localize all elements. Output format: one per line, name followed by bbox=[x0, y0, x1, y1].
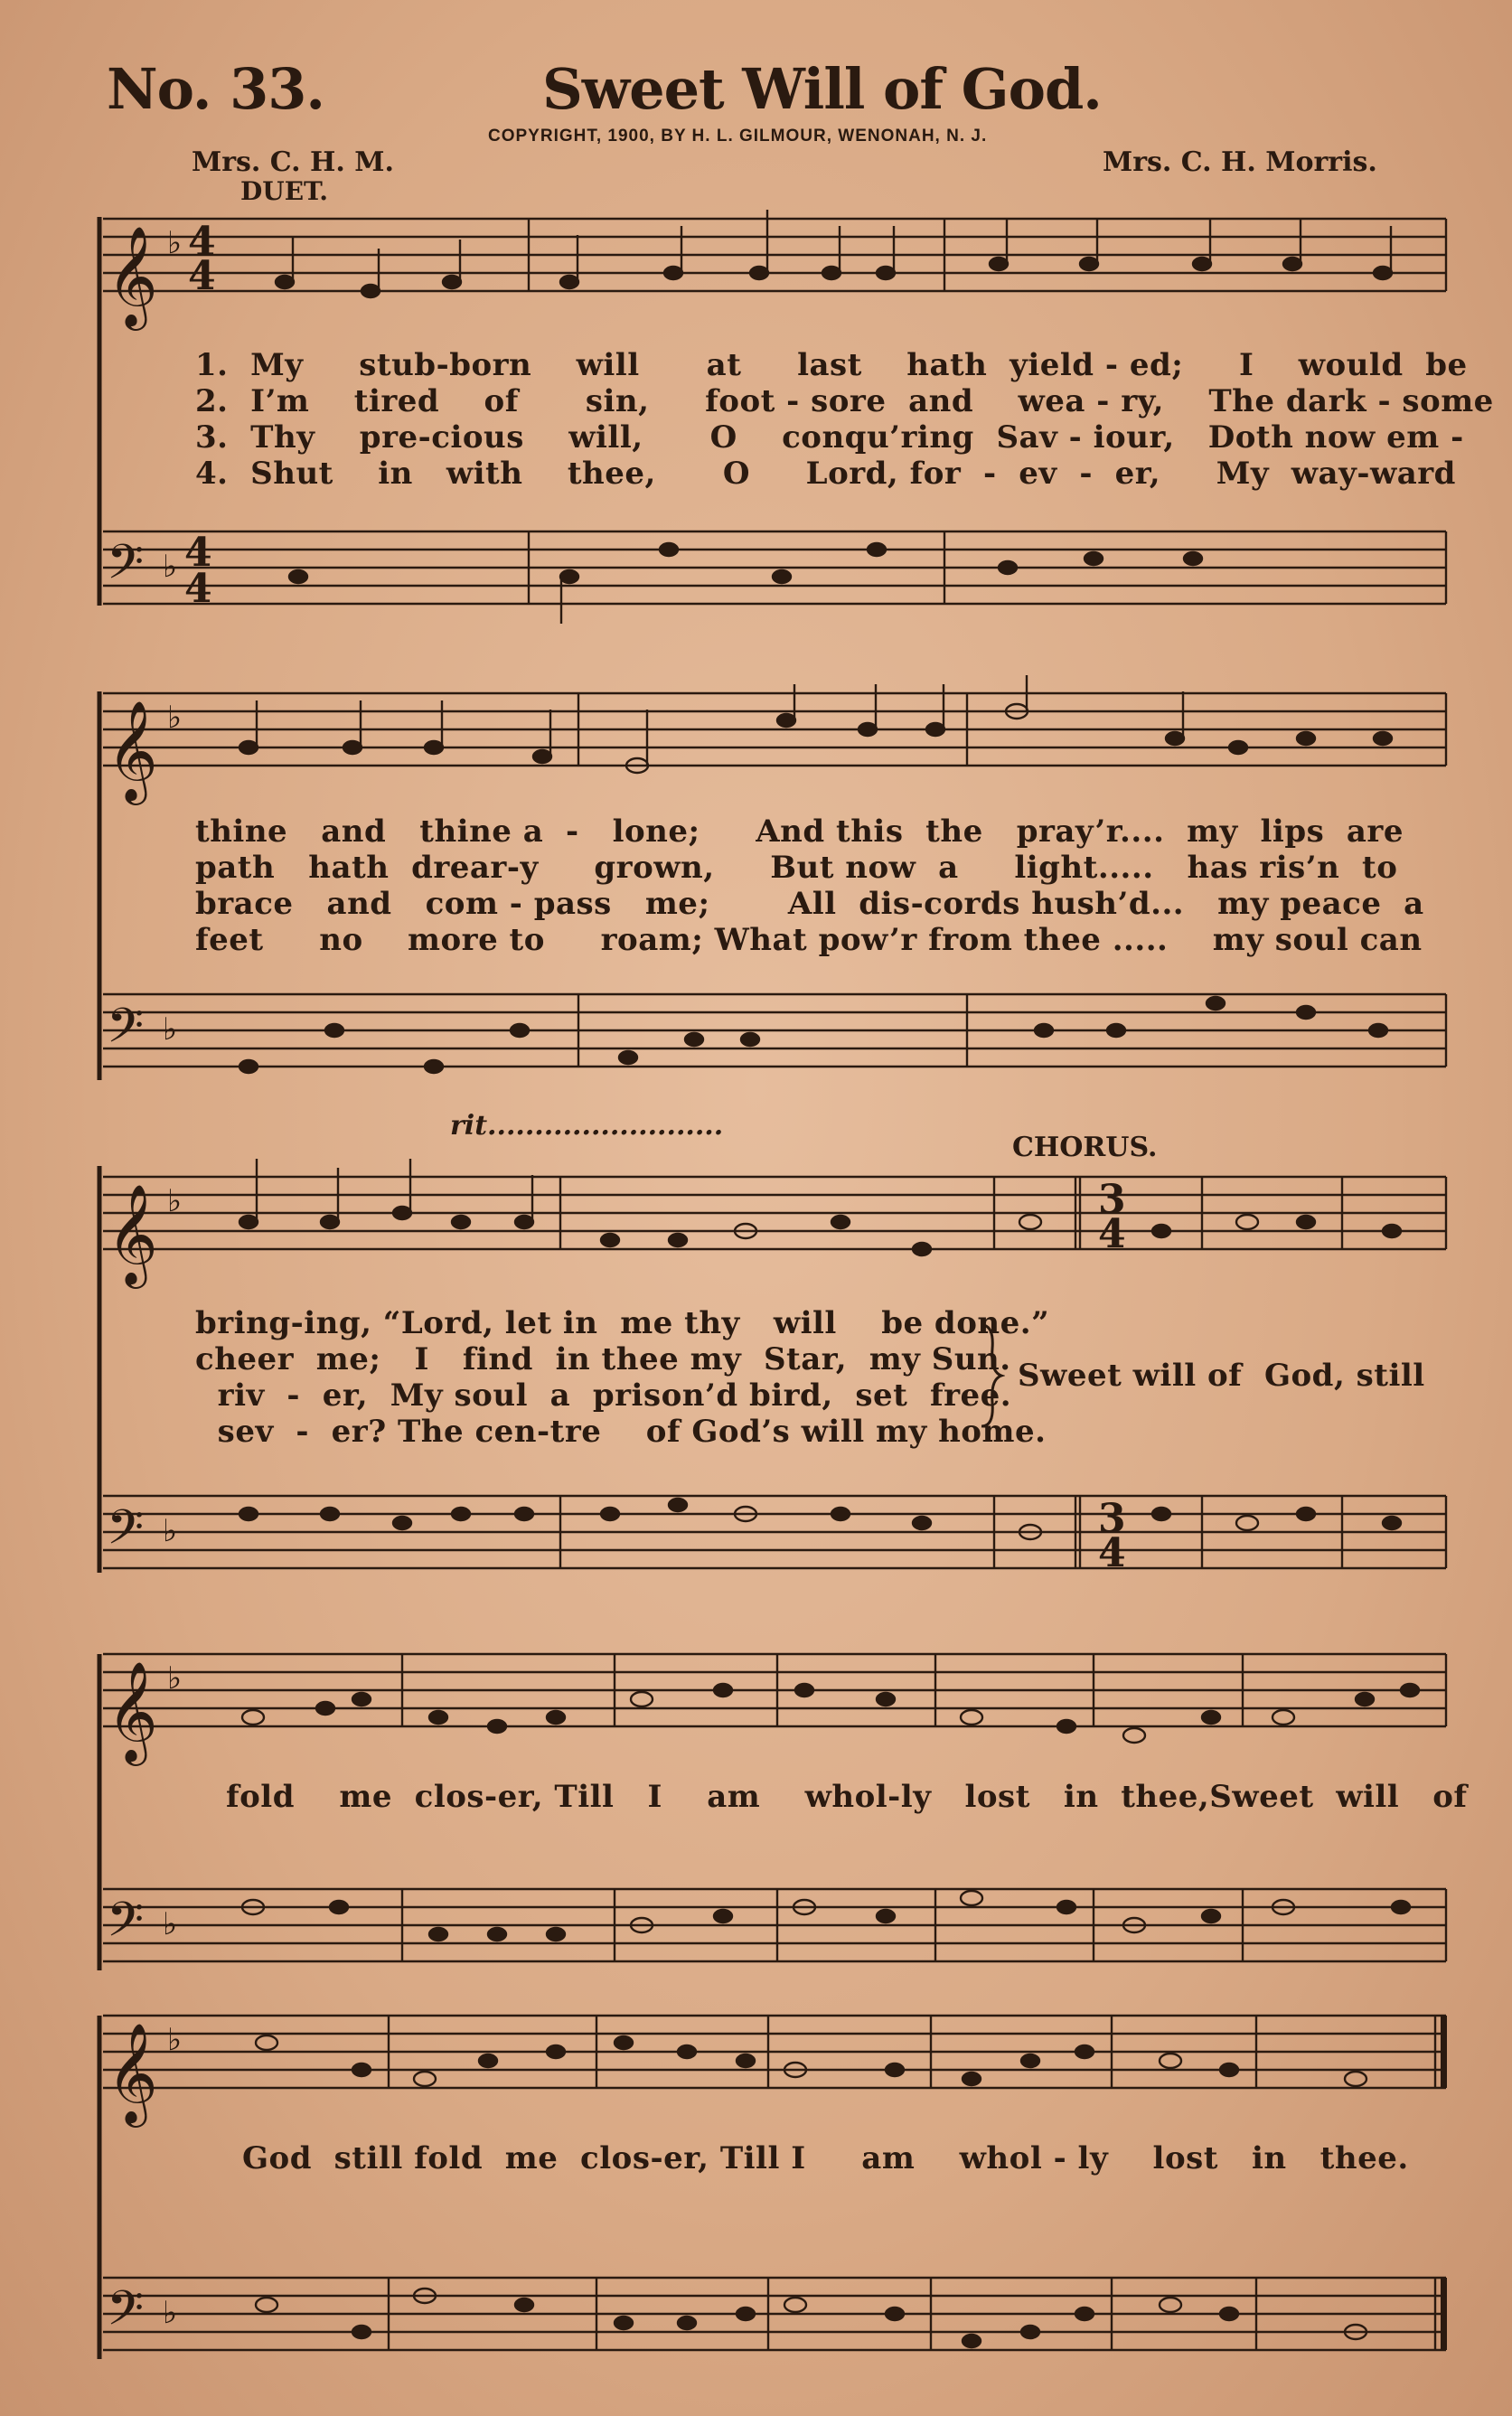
bass-staff-1 bbox=[103, 531, 1446, 604]
chorus-lyric-line-2: God still fold me clos-er, Till I am whol - ly lost in thee. bbox=[242, 2140, 1409, 2176]
duet-label: DUET. bbox=[240, 176, 329, 206]
treble-staff-5 bbox=[103, 2016, 1446, 2088]
music-credit: Mrs. C. H. Morris. bbox=[1103, 146, 1377, 178]
svg-text:♭: ♭ bbox=[163, 2295, 178, 2331]
chorus-start-lyric: Sweet will of God, still bbox=[1018, 1358, 1425, 1394]
chorus-label: CHORUS. bbox=[1012, 1132, 1158, 1163]
verse-line-3c: riv - er, My soul a prison’d bird, set free. bbox=[195, 1377, 1012, 1414]
bass-clef-icon: 𝄢 bbox=[107, 535, 145, 602]
svg-text:♭: ♭ bbox=[167, 1183, 183, 1219]
treble-clef-icon: 𝄞 bbox=[107, 2022, 158, 2123]
svg-text:♭: ♭ bbox=[163, 1011, 178, 1048]
svg-text:♭: ♭ bbox=[163, 1906, 178, 1942]
treble-clef-icon: 𝄞 bbox=[107, 1660, 158, 1762]
bass-staff-4 bbox=[103, 1889, 1446, 1961]
hymn-number: No. 33. bbox=[107, 56, 324, 122]
verse-line-2b: path hath drear-y grown, But now a light..... has ris’n to bbox=[195, 850, 1398, 886]
bass-clef-icon: 𝄢 bbox=[107, 1893, 145, 1960]
svg-text:♭: ♭ bbox=[167, 1660, 183, 1697]
words-credit: Mrs. C. H. M. bbox=[192, 146, 394, 178]
verse-line-4c: sev - er? The cen-tre of God’s will my home. bbox=[195, 1414, 1047, 1450]
svg-text:♭: ♭ bbox=[163, 1513, 178, 1549]
verse-line-4: 4. Shut in with thee, O Lord, for - ev - er, My way-ward bbox=[195, 456, 1456, 492]
verse-line-2c: cheer me; I find in thee my Star, my Sun. bbox=[195, 1341, 1011, 1377]
svg-text:♭: ♭ bbox=[167, 700, 183, 736]
bass-clef-icon: 𝄢 bbox=[107, 1500, 145, 1567]
system-5-staves bbox=[90, 1979, 1464, 2377]
chorus-lyric-line-1: fold me clos-er, Till I am whol-ly lost in thee,Sweet will of bbox=[226, 1779, 1468, 1815]
svg-text:♭: ♭ bbox=[163, 549, 178, 585]
verse-line-3b: brace and com - pass me; All dis-cords hush’d... my peace a bbox=[195, 886, 1424, 922]
treble-clef-icon: 𝄞 bbox=[107, 700, 158, 801]
svg-text:4: 4 bbox=[188, 219, 216, 265]
verse-line-1: 1. My stub-born will at last hath yield - ed; I would be bbox=[195, 347, 1468, 383]
svg-text:4: 4 bbox=[1098, 1530, 1126, 1576]
svg-text:♭: ♭ bbox=[167, 225, 183, 261]
verse-brace-icon bbox=[978, 1321, 1005, 1430]
final-barline bbox=[1441, 2016, 1447, 2088]
bass-staff-2 bbox=[103, 994, 1446, 1067]
verse-line-4b: feet no more to roam; What pow’r from thee ..... my soul can bbox=[195, 922, 1423, 958]
notes-system-5 bbox=[256, 2035, 1366, 2347]
treble-staff-4 bbox=[103, 1654, 1446, 1726]
svg-text:4: 4 bbox=[188, 253, 216, 299]
treble-staff-2 bbox=[103, 693, 1446, 766]
svg-text:3: 3 bbox=[1098, 1177, 1126, 1223]
svg-text:4: 4 bbox=[184, 530, 212, 576]
verse-line-1b: thine and thine a - lone; And this the pray’r.... my lips are bbox=[195, 813, 1404, 850]
verse-line-2: 2. I’m tired of sin, foot - sore and wea - ry, The dark - some bbox=[195, 383, 1494, 419]
bass-staff-3 bbox=[103, 1496, 1446, 1568]
svg-text:4: 4 bbox=[1098, 1211, 1126, 1257]
final-barline-bass bbox=[1441, 2278, 1447, 2350]
bass-clef-icon: 𝄢 bbox=[107, 2281, 145, 2348]
svg-text:4: 4 bbox=[184, 566, 212, 612]
bass-clef-icon: 𝄢 bbox=[107, 999, 145, 1066]
bass-staff-5 bbox=[103, 2278, 1446, 2350]
ritardando-marking: rit......................... bbox=[450, 1110, 724, 1142]
svg-text:♭: ♭ bbox=[167, 2022, 183, 2058]
treble-staff-3 bbox=[103, 1177, 1446, 1249]
copyright-notice: COPYRIGHT, 1900, BY H. L. GILMOUR, WENONAH, N. J. bbox=[488, 127, 988, 146]
treble-clef-icon: 𝄞 bbox=[107, 1183, 158, 1284]
hymn-title: Sweet Will of God. bbox=[542, 56, 1102, 122]
treble-staff-1 bbox=[103, 219, 1446, 291]
verse-line-3: 3. Thy pre-cious will, O conqu’ring Sav - iour, Doth now em - bbox=[195, 419, 1464, 456]
treble-clef-icon: 𝄞 bbox=[107, 225, 158, 326]
verse-line-1c: bring-ing, “Lord, let in me thy will be done.” bbox=[195, 1305, 1050, 1341]
svg-text:3: 3 bbox=[1098, 1496, 1126, 1542]
